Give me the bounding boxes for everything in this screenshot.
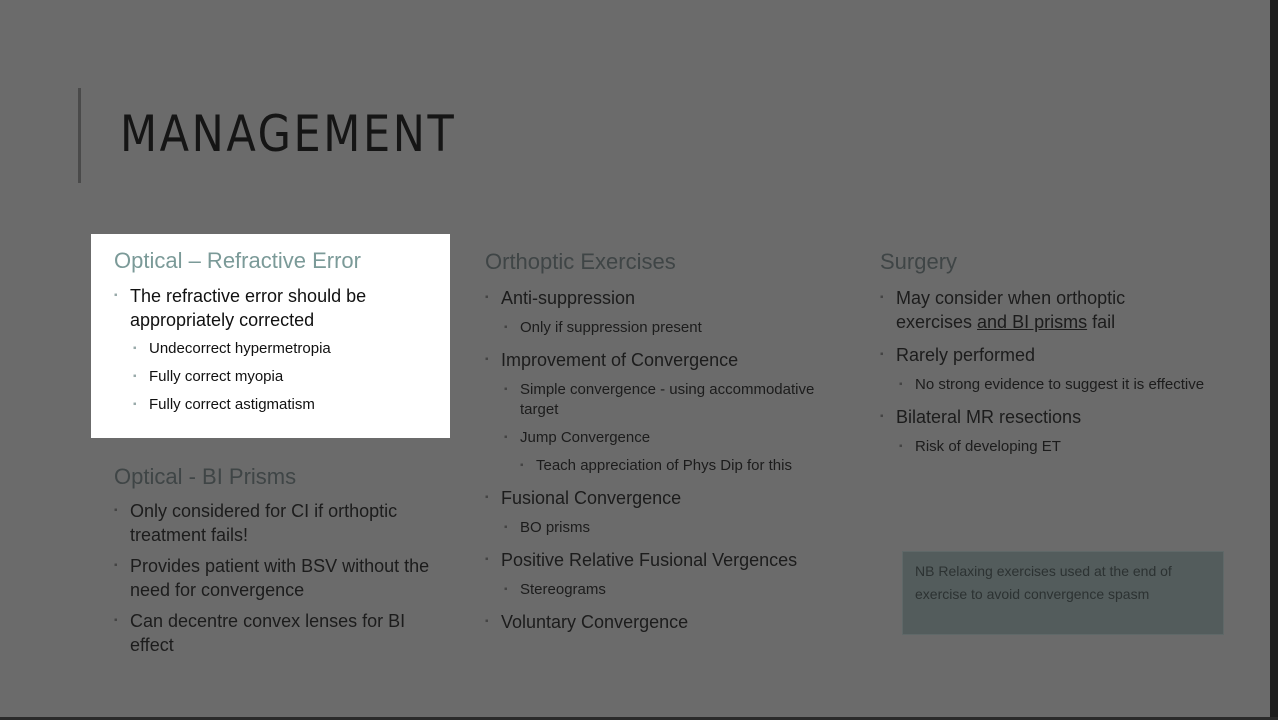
- note-box: NB Relaxing exercises used at the end of exercise to avoid convergence spasm: [902, 551, 1224, 635]
- list-item: [473, 486, 853, 510]
- list-item: [102, 339, 432, 359]
- prisms-heading: Optical - BI Prisms: [114, 464, 297, 489]
- surgery-sub-point: Risk of developing ET: [915, 438, 1061, 455]
- orthoptic-fusional: Fusional Convergence: [501, 488, 682, 508]
- orthoptic-improvement: Improvement of Convergence: [501, 350, 739, 370]
- orthoptic-sub-sub-point: Teach appreciation of Phys Dip for this: [536, 457, 792, 474]
- bullet-icon: ▪: [504, 322, 508, 333]
- surgery-rarely: Rarely performed: [896, 345, 1036, 365]
- refractive-heading: Optical – Refractive Error: [114, 248, 361, 273]
- list-item: [473, 518, 853, 538]
- list-item: [473, 580, 853, 600]
- list-item: [868, 437, 1243, 457]
- bullet-icon: ▪: [485, 354, 489, 365]
- refractive-sub-point: Fully correct astigmatism: [149, 396, 315, 413]
- list-item: [868, 375, 1243, 395]
- bullet-icon: ▪: [133, 399, 137, 410]
- list-item: [868, 405, 1243, 429]
- refractive-main-point: The refractive error should be appropriately corrected: [130, 286, 367, 330]
- surgery-heading: Surgery: [880, 249, 958, 274]
- title-accent-bar: [78, 88, 81, 183]
- surgery-bilateral: Bilateral MR resections: [896, 407, 1082, 427]
- bullet-icon: ▪: [485, 616, 489, 627]
- orthoptic-sub-point: Stereograms: [520, 581, 606, 598]
- list-item: [868, 343, 1243, 367]
- surgery-column: [880, 249, 1255, 457]
- bullet-icon: ▪: [114, 505, 118, 516]
- bullet-icon: ▪: [899, 441, 903, 452]
- list-item: [102, 284, 432, 332]
- bullet-icon: ▪: [485, 554, 489, 565]
- bullet-icon: ▪: [114, 560, 118, 571]
- bullet-icon: ▪: [133, 371, 137, 382]
- bullet-icon: ▪: [899, 379, 903, 390]
- slide-title: MANAGEMENT: [120, 105, 457, 163]
- orthoptic-column: [485, 249, 865, 634]
- bullet-icon: ▪: [520, 460, 524, 471]
- orthoptic-sub-point: Only if suppression present: [520, 319, 702, 336]
- prisms-column: [114, 464, 444, 657]
- list-item: [473, 380, 840, 420]
- bullet-icon: ▪: [133, 343, 137, 354]
- list-item: [473, 348, 853, 372]
- list-item: [102, 609, 432, 657]
- list-item: [102, 554, 432, 602]
- bullet-icon: ▪: [880, 292, 884, 303]
- bullet-icon: ▪: [504, 522, 508, 533]
- list-item: [473, 610, 853, 634]
- orthoptic-heading: Orthoptic Exercises: [485, 249, 676, 274]
- surgery-sub-point: No strong evidence to suggest it is effective: [915, 376, 1205, 393]
- list-item: [473, 318, 853, 338]
- prisms-point: Only considered for CI if orthoptic treatment fails!: [130, 501, 398, 545]
- orthoptic-positive-relative: Positive Relative Fusional Vergences: [501, 550, 798, 570]
- surgery-consider-underlined: and BI prisms: [977, 312, 1088, 332]
- list-item: [102, 395, 432, 415]
- list-item: [473, 456, 853, 476]
- bullet-icon: ▪: [504, 584, 508, 595]
- bullet-icon: ▪: [504, 384, 508, 395]
- prisms-point: Provides patient with BSV without the need for convergence: [130, 556, 430, 600]
- orthoptic-anti-suppression: Anti-suppression: [501, 288, 636, 308]
- orthoptic-sub-point: Jump Convergence: [520, 429, 651, 446]
- list-item: [473, 286, 853, 310]
- orthoptic-sub-point: Simple convergence - using accommodative target: [520, 381, 815, 418]
- refractive-sub-point: Fully correct myopia: [149, 368, 284, 385]
- list-item: [473, 428, 853, 448]
- bullet-icon: ▪: [114, 615, 118, 626]
- bullet-icon: ▪: [485, 492, 489, 503]
- orthoptic-sub-point: BO prisms: [520, 519, 591, 536]
- refractive-sub-point: Undecorrect hypermetropia: [149, 340, 331, 357]
- bullet-icon: ▪: [880, 411, 884, 422]
- bullet-icon: ▪: [485, 292, 489, 303]
- window-edge: [1270, 0, 1278, 720]
- list-item: [102, 499, 432, 547]
- surgery-consider-suffix: fail: [1087, 312, 1116, 332]
- orthoptic-voluntary: Voluntary Convergence: [501, 612, 689, 632]
- bullet-icon: ▪: [504, 432, 508, 443]
- list-item: [102, 367, 432, 387]
- surgery-consider-prefix: May consider when orthoptic exercises: [896, 288, 1126, 332]
- list-item: [473, 548, 853, 572]
- prisms-point: Can decentre convex lenses for BI effect: [130, 611, 406, 655]
- bullet-icon: ▪: [880, 349, 884, 360]
- refractive-column: [114, 248, 444, 415]
- list-item: [868, 286, 1196, 334]
- bullet-icon: ▪: [114, 290, 118, 301]
